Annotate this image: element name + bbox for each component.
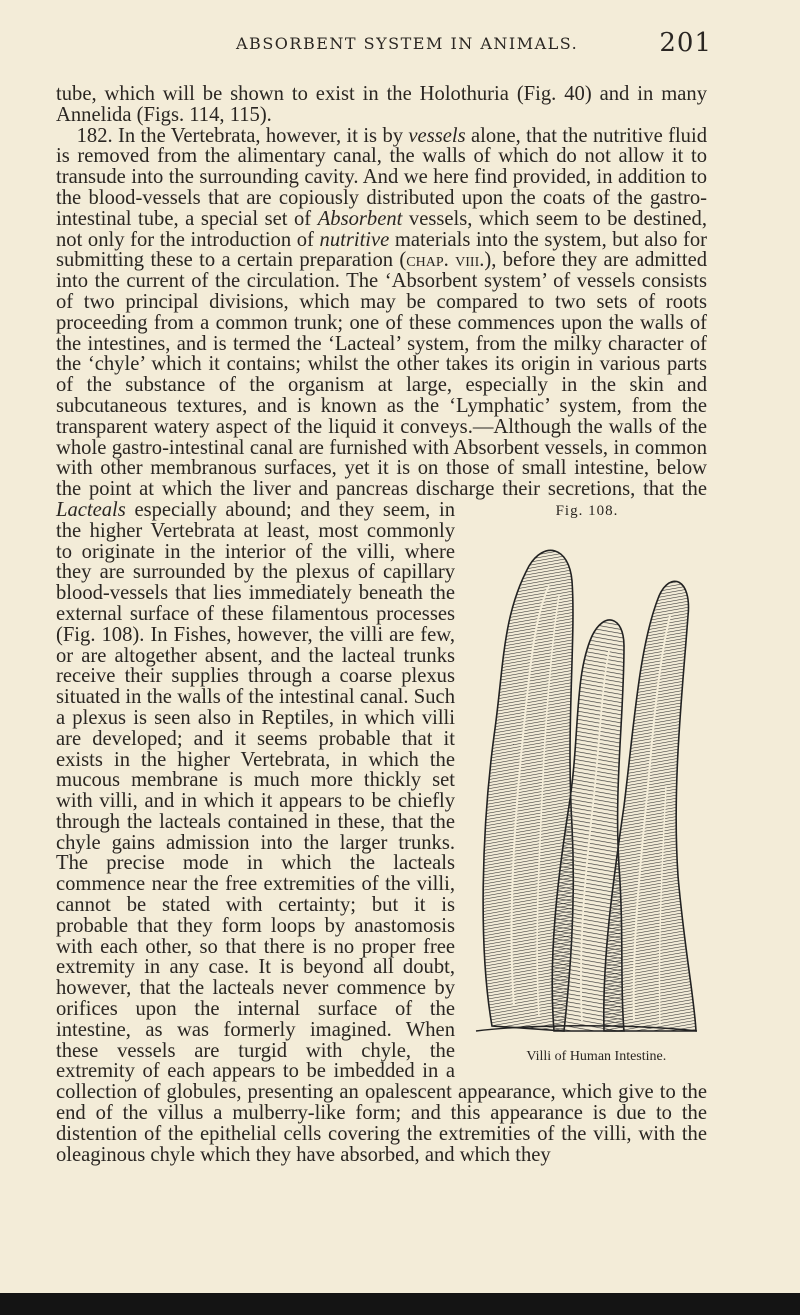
text-run: ), before they are admitted into the current of the circulation. The ‘Absorbent system’ of vessels consists of two principal divisions, which may be compared to two sets of roots proceeding from a common trunk; one of these commences upon the walls of the intestines, and is termed the ‘Lacteal’ system, from the milky character of the ‘chyle’ which it contains; whilst the other takes its origin in various parts of the substance of the organism at large, especially in the skin and subcutaneous textures, and is known as the ‘Lymphatic’ system, from the transparent watery aspect of the liquid it conveys.—Although the walls of the whole gastro-intestinal canal are furnished with Absorbent vessels, in common with other membranous surfaces, yet it is on those of small intestine, below the point at which the liver and pancreas discharge their secretions, that the: [56, 249, 708, 501]
emphasis-nutritive: nutritive: [319, 228, 390, 251]
text-run: alone, that the nutritive fluid is removed from the alimentary canal, the walls of which do not allow it to transude into the surrounding cavity. And we here find provided, in addition to the blood-vessels that are copiously distributed upon the coats of the gastro-intestinal tube, a special set of: [56, 124, 707, 230]
page-number: 201: [659, 28, 712, 58]
text-run: vessels, which seem to be destined, not only for the introduction of: [56, 207, 707, 251]
body-text: [56, 84, 707, 1165]
figure-caption: Villi of Human Intestine.: [526, 1048, 667, 1064]
emphasis-lacteals: Lacteals: [56, 498, 126, 521]
emphasis-absorbent: Absorbent: [317, 207, 403, 230]
villi-illustration: [474, 526, 699, 1041]
chapter-reference: chap. viii.: [406, 249, 485, 272]
running-header: ABSORBENT SYSTEM IN ANIMALS.: [236, 34, 579, 53]
text-run: 182. In the Vertebrata, however, it is by: [76, 124, 409, 147]
paragraph-182: [56, 126, 707, 1166]
paragraph-continuation: [56, 84, 707, 126]
figure-label: Fig. 108.: [555, 502, 619, 519]
text-run: materials into the system, but also for submitting these to a certain preparation (: [56, 228, 708, 272]
text-run: tube, which will be shown to exist in the Holothuria (Fig. 40) and in many Annelida (Figs. 114, 115).: [56, 83, 707, 126]
bottom-scan-edge: [0, 1293, 800, 1315]
emphasis-vessels: vessels: [408, 124, 466, 147]
text-run: especially abound; and they seem, in the higher Vertebrata at least, most commonly to originate in the interior of the villi, where they are surrounded by the plexus of capillary blood-vessels that lies immediately beneath the external surface of these filamentous processes (Fig. 108). In Fishes, however, the villi are few, or are altogether absent, and the lacteal trunks receive their supplies through a coarse plexus situated in the walls of the intestinal canal. Such a plexus is seen also in Reptiles, in which villi are developed; and it seems probable that it exists in the higher Vertebrata, in which the mucous membrane is much more thickly set with villi, and in which it appears to be chiefly through the lacteals contained in these, that the chyle gains admission into the larger trunks. The precise mode in which the lacteals commence near the free extremities of the villi, cannot be stated with certainty; but it is probable that they form loops by anastomosis with each other, so that there is no proper free extremity in any case. It is beyond all doubt, however, that the lacteals never commence by orifices upon the internal surface of the intestine, as was formerly imagined. When these vessels are turgid with chyle, the extremity of each appears to be imbedded in a collection of globules, presenting an opalescent appearance, which give to the end of the villus a mulberry-like form; and this appearance is due to the distention of the epithelial cells covering the extremities of the villi, with the oleaginous chyle which they have absorbed, and which they: [56, 498, 707, 1166]
figure-108: [465, 502, 707, 1072]
